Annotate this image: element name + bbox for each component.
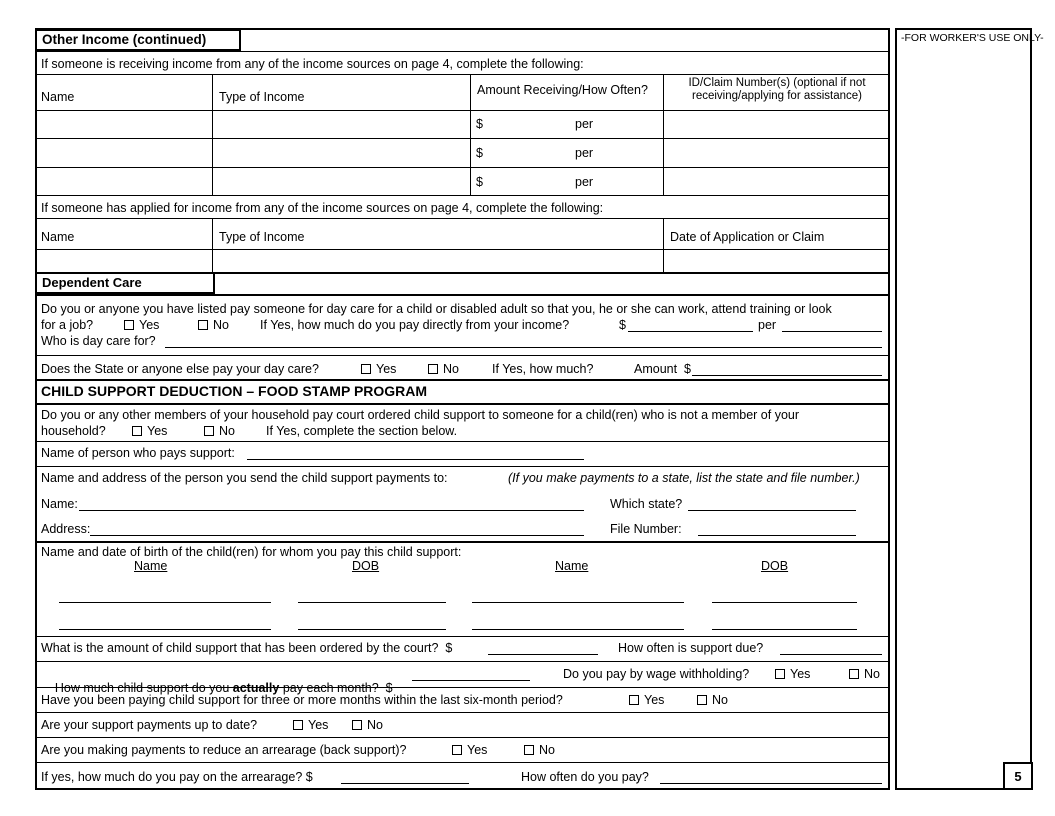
which-state-input[interactable] bbox=[688, 510, 856, 511]
child-support-q1-line2-prefix: household? bbox=[41, 424, 106, 438]
divider bbox=[36, 541, 889, 543]
dependent-care-q1-yes-label: Yes bbox=[139, 318, 160, 332]
q-actual-pay-part2: pay each month? $ bbox=[279, 681, 393, 695]
children-header-name-1: Name bbox=[134, 559, 168, 573]
three-months-no-checkbox[interactable] bbox=[697, 695, 707, 705]
address-label: Address: bbox=[41, 522, 91, 536]
amount-dollar: $ bbox=[476, 146, 483, 160]
child-dob-input[interactable] bbox=[712, 629, 857, 630]
col-header-date: Date of Application or Claim bbox=[670, 230, 825, 244]
dependent-care-q3-no-label: No bbox=[443, 362, 459, 376]
child-support-heading: CHILD SUPPORT DEDUCTION – FOOD STAMP PROGRAM bbox=[41, 383, 428, 399]
child-name-input[interactable] bbox=[472, 629, 684, 630]
col-header-idclaim-line2: receiving/applying for assistance) bbox=[691, 90, 863, 102]
table-col-divider bbox=[663, 74, 664, 195]
divider bbox=[36, 687, 889, 688]
arrearage-amount-input[interactable] bbox=[341, 783, 469, 784]
divider bbox=[36, 737, 889, 738]
table-col-divider bbox=[212, 74, 213, 195]
receiving-instruction: If someone is receiving income from any of the income sources on page 4, complete the following: bbox=[41, 57, 584, 71]
table-col-divider bbox=[212, 218, 213, 272]
col-header-amount: Amount Receiving/How Often? bbox=[477, 83, 648, 97]
divider bbox=[36, 74, 889, 75]
divider bbox=[36, 355, 889, 356]
divider bbox=[36, 636, 889, 637]
divider bbox=[36, 110, 889, 111]
up-to-date-no-checkbox[interactable] bbox=[352, 720, 362, 730]
child-support-q1-followup: If Yes, complete the section below. bbox=[266, 424, 458, 438]
payer-name-input[interactable] bbox=[247, 459, 584, 460]
arrearage-yes-label: Yes bbox=[467, 743, 488, 757]
how-often-due-input[interactable] bbox=[780, 654, 882, 655]
arrearage-yes-checkbox[interactable] bbox=[452, 745, 462, 755]
table-col-divider bbox=[663, 218, 664, 272]
q-how-often-due-label: How often is support due? bbox=[618, 641, 764, 655]
wage-withholding-no-label: No bbox=[864, 667, 880, 681]
address-input[interactable] bbox=[90, 535, 584, 536]
dependent-care-q1-dollar: $ bbox=[619, 318, 626, 332]
divider bbox=[36, 218, 889, 219]
col-header-type: Type of Income bbox=[219, 90, 305, 104]
child-dob-input[interactable] bbox=[298, 629, 446, 630]
worker-use-label: -FOR WORKER'S USE ONLY- bbox=[901, 32, 1044, 44]
child-support-q1-no-checkbox[interactable] bbox=[204, 426, 214, 436]
dependent-care-q1-per-label: per bbox=[758, 318, 777, 332]
which-state-label: Which state? bbox=[610, 497, 683, 511]
q-arrearage-often-label: How often do you pay? bbox=[521, 770, 649, 784]
dependent-care-q2-input[interactable] bbox=[165, 347, 882, 348]
dependent-care-q1-yes-checkbox[interactable] bbox=[124, 320, 134, 330]
payer-name-label: Name of person who pays support: bbox=[41, 446, 235, 460]
wage-withholding-no-checkbox[interactable] bbox=[849, 669, 859, 679]
dependent-care-q1-no-checkbox[interactable] bbox=[198, 320, 208, 330]
file-number-label: File Number: bbox=[610, 522, 682, 536]
dependent-care-q1-line1: Do you or anyone you have listed pay someone for day care for a child or disabled adult so that you, he or she can work, attend training or look bbox=[41, 302, 832, 316]
q-actual-pay-bold: actually bbox=[232, 681, 280, 695]
divider bbox=[36, 138, 889, 139]
q-wage-withholding-label: Do you pay by wage withholding? bbox=[563, 667, 750, 681]
dependent-care-q3-label: Does the State or anyone else pay your day care? bbox=[41, 362, 319, 376]
amount-per: per bbox=[575, 146, 594, 160]
divider bbox=[36, 466, 889, 467]
q-arrearage-amount-label: If yes, how much do you pay on the arrearage? $ bbox=[41, 770, 313, 784]
child-support-q1-yes-checkbox[interactable] bbox=[132, 426, 142, 436]
up-to-date-yes-label: Yes bbox=[308, 718, 329, 732]
file-number-input[interactable] bbox=[698, 535, 856, 536]
children-header-dob-2: DOB bbox=[761, 559, 789, 573]
worker-use-column bbox=[895, 28, 1032, 790]
q-up-to-date-label: Are your support payments up to date? bbox=[41, 718, 258, 732]
divider bbox=[36, 441, 889, 442]
dependent-care-q1-line2-prefix: for a job? bbox=[41, 318, 94, 332]
page-number-box bbox=[1003, 762, 1033, 790]
child-support-q1-no-label: No bbox=[219, 424, 235, 438]
divider bbox=[36, 294, 889, 296]
dependent-care-q1-followup: If Yes, how much do you pay directly from your income? bbox=[260, 318, 570, 332]
child-name-input[interactable] bbox=[59, 602, 271, 603]
dependent-care-q3-yes-label: Yes bbox=[376, 362, 397, 376]
amount-per: per bbox=[575, 175, 594, 189]
applied-instruction: If someone has applied for income from any of the income sources on page 4, complete the following: bbox=[41, 201, 604, 215]
wage-withholding-yes-checkbox[interactable] bbox=[775, 669, 785, 679]
divider bbox=[36, 712, 889, 713]
child-name-input[interactable] bbox=[472, 602, 684, 603]
children-header-dob-1: DOB bbox=[352, 559, 380, 573]
q-actual-pay-part1: How much child support do you bbox=[54, 681, 233, 695]
dependent-care-q3-amount-label: Amount $ bbox=[634, 362, 691, 376]
dependent-care-heading: Dependent Care bbox=[42, 275, 142, 290]
divider bbox=[36, 762, 889, 763]
children-intro: Name and date of birth of the child(ren) for whom you pay this child support: bbox=[41, 545, 462, 559]
dependent-care-q1-per-input[interactable] bbox=[782, 331, 882, 332]
ordered-amount-input[interactable] bbox=[488, 654, 598, 655]
child-dob-input[interactable] bbox=[712, 602, 857, 603]
address-intro-italic: (If you make payments to a state, list the state and file number.) bbox=[508, 471, 860, 485]
actual-pay-input[interactable] bbox=[412, 680, 530, 681]
address-intro: Name and address of the person you send the child support payments to: bbox=[41, 471, 448, 485]
name-input[interactable] bbox=[79, 510, 584, 511]
divider bbox=[36, 249, 889, 250]
child-support-q1-line1: Do you or any other members of your household pay court ordered child support to someone for a child(ren) who is not a member of your bbox=[41, 408, 800, 422]
arrearage-no-checkbox[interactable] bbox=[524, 745, 534, 755]
amount-dollar: $ bbox=[476, 175, 483, 189]
dependent-care-q3-no-checkbox[interactable] bbox=[428, 364, 438, 374]
dependent-care-q1-amount-input[interactable] bbox=[628, 331, 753, 332]
up-to-date-no-label: No bbox=[367, 718, 383, 732]
name-label: Name: bbox=[41, 497, 78, 511]
table-col-divider bbox=[470, 74, 471, 195]
col-header-name: Name bbox=[41, 90, 75, 104]
divider bbox=[36, 661, 889, 662]
three-months-yes-checkbox[interactable] bbox=[629, 695, 639, 705]
divider bbox=[36, 379, 889, 381]
q-three-months-label: Have you been paying child support for three or more months within the last six-month period? bbox=[41, 693, 563, 707]
children-header-name-2: Name bbox=[555, 559, 589, 573]
child-name-input[interactable] bbox=[59, 629, 271, 630]
divider bbox=[36, 403, 889, 405]
child-support-q1-yes-label: Yes bbox=[147, 424, 168, 438]
up-to-date-yes-checkbox[interactable] bbox=[293, 720, 303, 730]
amount-per: per bbox=[575, 117, 594, 131]
dependent-care-q3-followup: If Yes, how much? bbox=[492, 362, 594, 376]
page-number: 5 bbox=[1014, 768, 1022, 784]
arrearage-no-label: No bbox=[539, 743, 555, 757]
wage-withholding-yes-label: Yes bbox=[790, 667, 811, 681]
dependent-care-q2-label: Who is day care for? bbox=[41, 334, 156, 348]
dependent-care-q3-yes-checkbox[interactable] bbox=[361, 364, 371, 374]
q-arrearage-label: Are you making payments to reduce an arrearage (back support)? bbox=[41, 743, 407, 757]
arrearage-often-input[interactable] bbox=[660, 783, 882, 784]
divider bbox=[36, 195, 889, 196]
col-header-idclaim-line1: ID/Claim Number(s) (optional if not bbox=[688, 77, 866, 89]
three-months-no-label: No bbox=[712, 693, 728, 707]
dependent-care-q3-amount-input[interactable] bbox=[692, 375, 882, 376]
divider bbox=[36, 167, 889, 168]
dependent-care-q1-no-label: No bbox=[213, 318, 229, 332]
amount-dollar: $ bbox=[476, 117, 483, 131]
three-months-yes-label: Yes bbox=[644, 693, 665, 707]
col-header-type: Type of Income bbox=[219, 230, 305, 244]
q-ordered-amount-label: What is the amount of child support that has been ordered by the court? $ bbox=[41, 641, 453, 655]
child-dob-input[interactable] bbox=[298, 602, 446, 603]
col-header-name: Name bbox=[41, 230, 75, 244]
other-income-heading: Other Income (continued) bbox=[42, 32, 207, 47]
divider bbox=[36, 51, 889, 52]
